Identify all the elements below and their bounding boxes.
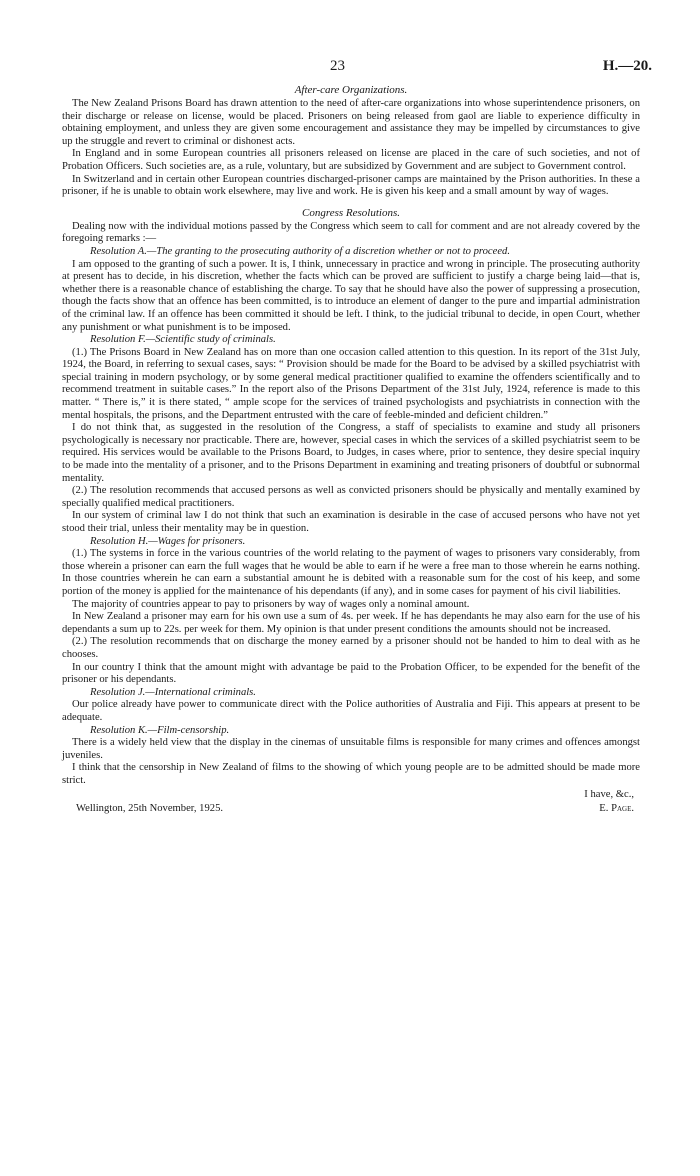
congress-intro: Dealing now with the individual motions passed by the Congress which seem to call for comment and are not already covered by the foregoing remarks :— [62, 220, 640, 245]
resolution-a-title: Resolution A.—The granting to the prosecuting authority of a discretion whether or not to proceed. [90, 245, 510, 257]
aftercare-paragraph: In Switzerland and in certain other European countries discharged-prisoner camps are maintained by the Prison authorities. In these a prisoner, if he is unable to obtain work elsewhere, may live and work. He is given his keep and a small amount by way of wages. [62, 173, 640, 198]
resolution-f-paragraph: I do not think that, as suggested in the resolution of the Congress, a staff of specialists to examine and study all prisoners psychologically is necessary nor practicable. There are, however, special cases in which the services of a skilled psychiatrist seem to be required. His services would be available to the Prisons Board, to Judges, in cases where, prior to sentence, they desire special inquiry to be made into the mentality of a prisoner, and to the Prisons Department in examining and treating prisoners of doubtful or subnormal mentality. [62, 422, 640, 484]
resolution-a-paragraph: I am opposed to the granting of such a power. It is, I think, unnecessary in practice and wrong in principle. The prosecuting authority at present has to decide, in his discretion, whether the facts which can be proved are sufficient to justify a charge being laid—that is, whether there is a reasonable chance of establishing the charge. To say that he should have also the power of suppressing a prosecution, though the facts show that an offence has been committed, is to introduce an element of danger to the pure and impartial administration of the criminal law. If an offence has been committed it should be left. I think, to the judicial tribunal to decide, in open Court, whether any punishment or what punishment is to be imposed. [62, 258, 640, 333]
resolution-j-paragraph: Our police already have power to communicate direct with the Police authorities of Australia and Fiji. This appears at present to be adequate. [62, 699, 640, 723]
resolution-f-paragraph: (2.) The resolution recommends that accused persons as well as convicted prisoners should be physically and mentally examined by specially qualified medical practitioners. [62, 485, 640, 509]
signature-place-date: Wellington, 25th November, 1925. [76, 803, 224, 815]
document-page [62, 58, 652, 817]
resolution-k-title: Resolution K.—Film-censorship. [90, 724, 230, 736]
resolution-f-paragraph: (1.) The Prisons Board in New Zealand has on more than one occasion called attention to this question. In its report of the 31st July, 1924, the Board, in referring to sexual cases, says: “ Provision should be made for the Board to be advised by a skilled psychiatrist with special training in modern psychology, or by some general medical practitioner qualified to examine the offenders scientifically and to recommend treatment in suitable cases.” In the report also of the Prisons Department of the 31st July, 1924, reference is made to this matter. “ There is,” it is there stated, “ ample scope for the services of trained psychologists and psychiatrists in connection with the mental hospitals, the prisons, and the Department entrusted with the care of feeble-minded and deficient children.” [62, 346, 640, 421]
resolution-j-title: Resolution J.—International criminals. [90, 686, 256, 698]
signature-name: E. Page. [599, 803, 634, 815]
signature-closing: I have, &c., [584, 789, 634, 801]
resolution-h-paragraph: The majority of countries appear to pay to prisoners by way of wages only a nominal amount. [72, 598, 470, 610]
document-reference: H.—20. [602, 58, 652, 74]
resolution-h-paragraph: In New Zealand a prisoner may earn for his own use a sum of 4s. per week. If he has dependants he may also earn for the use of his dependants a sum up to 22s. per week for them. My opinion is that under present conditions the amounts should not be increased. [62, 611, 640, 635]
aftercare-paragraph: In England and in some European countries all prisoners released on license are placed in the care of such societies, and not of Probation Officers. Such societies are, as a rule, voluntary, but are subsidized by Government and are subject to Government control. [62, 148, 640, 172]
aftercare-heading: After-care Organizations. [294, 84, 408, 96]
resolution-h-paragraph: (1.) The systems in force in the various countries of the world relating to the payment of wages to prisoners vary considerably, from those wherein a prisoner can earn the full wages that he would be able to earn if he were a free man to those wherein he earns nothing. In those countries wherein he can earn a substantial amount he is debited with a reasonable sum for the cost of his keep, and some portion of the money is applied for the maintenance of his dependants (if any), and in some cases for payment of his civil liabilities. [62, 548, 640, 597]
aftercare-paragraph: The New Zealand Prisons Board has drawn attention to the need of after-care organizations into whose superintendence prisoners, on their discharge or release on license, would be placed. Prisoners on being released from gaol are liable to experience difficulty in obtaining employment, and unless they are given some encouragement and assistance they may be impelled by circumstances to give up the struggle and revert to criminal or dishonest acts. [62, 98, 640, 147]
resolution-k-paragraph: There is a widely held view that the display in the cinemas of unsuitable films is responsible for many crimes and offences amongst juveniles. [62, 737, 640, 761]
page-number: 23 [330, 58, 345, 74]
resolution-h-title: Resolution H.—Wages for prisoners. [90, 535, 246, 547]
resolution-h-paragraph: (2.) The resolution recommends that on discharge the money earned by a prisoner should not be handed to him to deal with as he chooses. [62, 636, 640, 660]
page-header [62, 58, 652, 82]
resolution-f-title: Resolution F.—Scientific study of criminals. [90, 334, 276, 346]
resolution-f-paragraph: In our system of criminal law I do not think that such an examination is desirable in the case of accused persons who have not yet stood their trial, unless their mentality may be in question. [62, 510, 640, 534]
signature-block [62, 789, 640, 817]
resolution-h-paragraph: In our country I think that the amount might with advantage be paid to the Probation Officer, to be expended for the benefit of the prisoner or his dependants. [62, 661, 640, 686]
congress-heading: Congress Resolutions. [302, 206, 400, 219]
resolution-k-paragraph: I think that the censorship in New Zealand of films to the showing of which young people are to be admitted should be made more strict. [62, 762, 640, 786]
